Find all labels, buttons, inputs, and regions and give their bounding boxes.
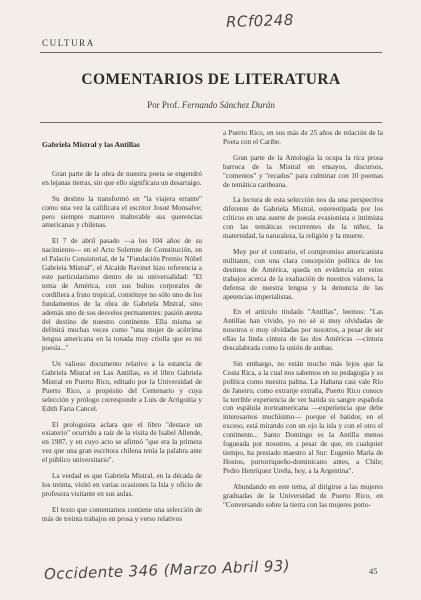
title-divider xyxy=(40,122,382,123)
paragraph: La lectura de esta selección nos da una perspectiva diferente de Gabriela Mistral, estereotipada por los críticos en una suerte de poesía evasionista o intimista con las temáticas recurrentes de la niñez, la maternidad, la naturaleza, la religión y la muerte. xyxy=(223,196,383,241)
paragraph: Un valioso documento relativo a la estancia de Gabriela Mistral en Las Antillas, es el libro Gabriela Mistral en Puerto Rico, editado por la Universidad de Puerto Rico, a propósito del Centenario y cuya selección y prólogo corresponde a Luis de Arrigoitia y Edith Faria Cancel. xyxy=(42,360,202,413)
paragraph: Muy por el contrario, el compromiso americanista militante, con una clara concepción política de los destinos de América, queda en evidencia en estos trabajos acerca de la exaltación de nuestros valores, la defensa de nuestra lengua y la denuncia de las apetencias imperialistas. xyxy=(223,247,383,301)
paragraph: Su destino la transformó en "la viajera errante" como una vez la calificara el escritor Josué Monsalve; pero siempre mantuvo inalterable sus querencias americanas y chilenas. xyxy=(42,194,202,230)
paragraph: Abundando en este tema, al dirigirse a las mujeres graduadas de la Universidad de Puerto Rico, en "Conversando sobre la tierra con las mujeres porto- xyxy=(223,482,383,509)
paragraph: Sin embargo, no están mucho más lejos que la Costa Rica, a la cual nos sabemos en su pedagogía y su política como nuestra palma. La Habana casi vale Río de Janeiro, como extranje extraña, Puerto Rico conoce la terrible experiencia de ver batida su sangre española con espátula norteamericana —experiencia que debe interesarnos muchísimo— porque el batidor, en el exceso, está mirando con un ojo la isla y con el otro el continente... Santo Domingo es la Antilla menos fogueada por nosotros, a pesar de que, en cualquier tiempo, ha prestado maestro al Sur: Eugenio María de Hostos, portorriqueño-dominicano antes, a Chile; Pedro Henríquez Ureña, hoy, a la Argentina". xyxy=(223,359,383,475)
paragraph: El prologuista aclara que el libro "destace un exiaterio" ocurrido a raíz de la visita de Isabel Allende, en 1987, y en cuyo acto se afirmó "que era la primera vez que una gran escritora chilena tenía la palabra ante el público universitario". xyxy=(42,420,202,465)
paragraph: El 7 de abril pasado —a los 104 años de su nacimiento— en el Acto Solemne de Constitución, en el Palacio Consistorial, de la "Fundación Premio Nóbel Gabriela Mistral", el Alcalde Ravinet hizo referencia a este particularísmo dentro de su universalidad: "El tema de América, con sus bultos corporales de cordillera a fruto tropical, constituye no sólo uno de los fundamentos de la obra de Gabriela Mistral, sino además uno de sus desvelos permanentes: pasión atenta del destino de nuestro continente. Ella misma se definirá muchas veces como "una mujer de acérrima lengua americana en la tonada muy criolla que es mi poesía..." xyxy=(42,237,202,353)
archive-code-annotation: RCf0248 xyxy=(225,10,295,32)
paragraph: La verdad es que Gabriela Mistral, en la década de los treinta, visitó en varias ocasiones la Isla y oficio de profesora visitante en sus aulas. xyxy=(42,472,202,498)
handwritten-source-note: Occidente 346 (Marzo Abril 93) xyxy=(43,556,291,584)
left-column xyxy=(42,129,202,531)
paragraph: Gran parte de la obra de nuestra poeta se engendró en lejanas tierras, sin que ello signifícara un desarraigo. xyxy=(42,169,202,187)
author-name: Fernando Sánchez Durán xyxy=(181,100,275,110)
top-divider xyxy=(40,52,382,53)
article-title: COMENTARIOS DE LITERATURA xyxy=(81,71,341,88)
article-subheading: Gabriela Mistral y las Antillas xyxy=(42,140,140,149)
section-label: CULTURA xyxy=(42,38,95,48)
paragraph: Gran parte de la Antología la ocupa la rica prosa barroca de la Mistral en ensayos, discursos, "comentos" y "recados" para culminar con 10 poemas de temática caribeana. xyxy=(223,153,383,189)
page-number: 45 xyxy=(369,566,378,576)
right-column xyxy=(223,129,383,516)
byline xyxy=(40,100,382,110)
paragraph: En el artículo titulado "Antillas", leemos: "Las Antillas han vivido, yo no sé si muy olvidadas de nosotros o muy olvidadas por nosotros, a pesar de ser ellas la linda cintura de las dos Américas —cintura descalabrada como la unión de ambas. xyxy=(223,308,383,353)
paragraph: El texto que comentamos contiene una selección de más de treinta trabajos en prosa y verso relativos xyxy=(42,505,202,523)
paragraph: a Puerto Rico, en sus más de 25 años de relación de la Poeta con el Caribe. xyxy=(223,129,383,146)
byline-prefix: Por Prof. xyxy=(147,100,180,110)
